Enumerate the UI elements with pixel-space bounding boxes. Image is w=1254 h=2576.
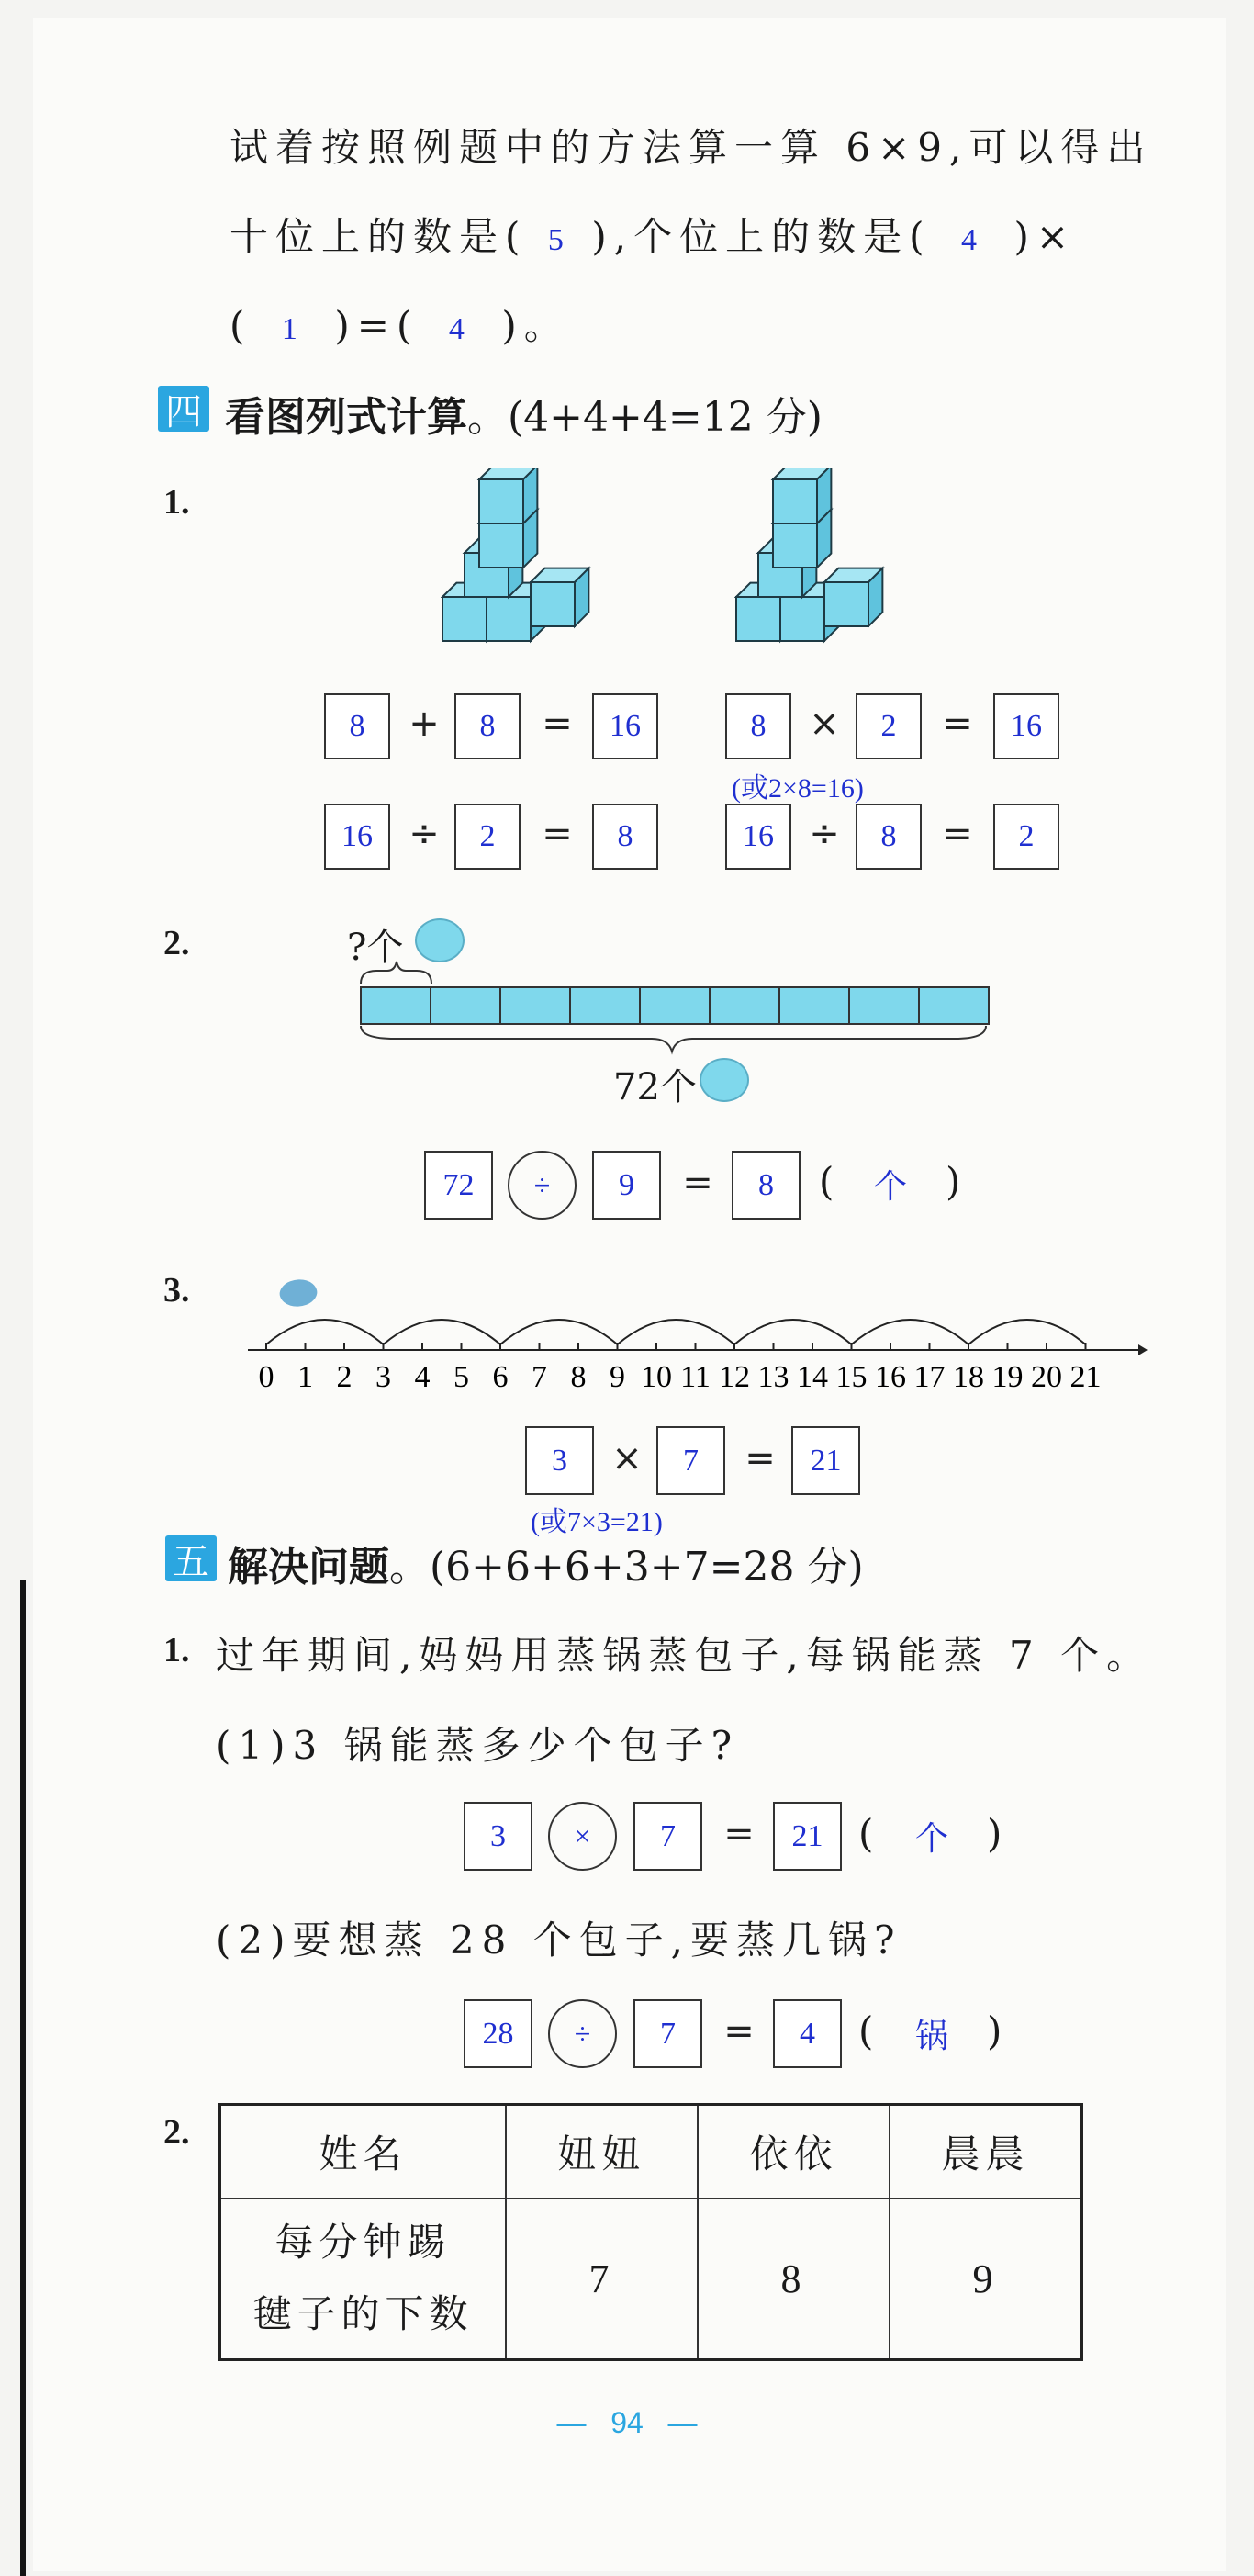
s5-q1-label: 1.: [163, 1631, 190, 1670]
jump-arc: [266, 1320, 384, 1344]
axis-arrow: [1138, 1344, 1148, 1355]
jump-arc: [968, 1320, 1086, 1344]
table-header-cell: 姓名: [220, 2105, 507, 2199]
answer-tens: 5: [547, 223, 571, 257]
section-points: 。(4+4+4=12 分): [467, 394, 823, 441]
bar-segment: [919, 987, 989, 1024]
cube-figure-right: [734, 468, 890, 657]
bar-segment: [779, 987, 849, 1024]
tick-label: 10: [641, 1360, 672, 1394]
tick-label: 18: [953, 1360, 984, 1394]
q2-label: 2.: [163, 924, 190, 962]
table-row: [220, 2199, 1082, 2360]
section-title-text: 解决问题: [228, 1544, 389, 1591]
intro-line-1: 试着按照例题中的方法算一算 6×9,可以得出: [230, 125, 1153, 170]
top-brace: [361, 962, 431, 984]
cube: [479, 468, 537, 523]
bar-segment: [431, 987, 500, 1024]
q3-label: 3.: [163, 1271, 190, 1310]
q2-bottom-label: 72个: [613, 1066, 697, 1108]
jump-arc: [384, 1320, 501, 1344]
q2-top-label: ?个: [347, 927, 404, 969]
q1-box: 8: [592, 804, 658, 870]
bottom-brace: [361, 1026, 986, 1052]
tick-label: 1: [297, 1360, 313, 1394]
tick-label: 21: [1069, 1360, 1102, 1394]
table-header-cell: 依依: [698, 2105, 890, 2199]
tick-label: 6: [492, 1360, 509, 1394]
q3-alt-note: (或7×3=21): [531, 1507, 663, 1537]
s5-box: 3: [464, 1802, 532, 1871]
q1-box: 8: [856, 804, 922, 870]
table-header-row: [220, 2105, 1082, 2199]
intro-text: ),个位上的数是(: [591, 214, 932, 259]
answer-multiplier: 1: [281, 312, 305, 346]
s5-q1-text: 过年期间,妈妈用蒸锅蒸包子,每锅能蒸 7 个。: [216, 1633, 1153, 1678]
bar-segment: [640, 987, 710, 1024]
bar-segments: [361, 987, 989, 1024]
tick-label: 8: [570, 1360, 587, 1394]
s5-q2-label: 2.: [163, 2113, 190, 2152]
tick-label: 16: [875, 1360, 906, 1394]
q1-box: 16: [993, 693, 1059, 759]
q1-label: 1.: [163, 483, 190, 522]
intro-text: 十位上的数是(: [230, 214, 528, 259]
answer-result: 4: [448, 312, 472, 346]
s5-box: 21: [773, 1802, 842, 1871]
q1-box: 8: [725, 693, 791, 759]
section-points: 。(6+6+6+3+7=28 分): [389, 1544, 864, 1591]
tick-label: 9: [610, 1360, 625, 1394]
tick-label: 0: [258, 1360, 274, 1394]
q3-box: 7: [656, 1426, 725, 1495]
s5-box: 7: [633, 1802, 702, 1871]
q2-bar-diagram: [358, 951, 991, 1061]
equals-sign: =: [542, 813, 573, 855]
cube: [824, 568, 882, 626]
page-number: 94: [610, 2406, 644, 2439]
bar-segment: [361, 987, 431, 1024]
unit-paren: ): [987, 2008, 1002, 2053]
table-cell: 7: [506, 2199, 698, 2360]
jump-arc: [852, 1320, 969, 1344]
intro-line-3: [230, 296, 570, 351]
section-4-icon: 四: [158, 386, 209, 432]
q3-box: 3: [525, 1426, 594, 1495]
tick-label: 3: [375, 1360, 391, 1394]
tick-label: 12: [719, 1360, 750, 1394]
cube: [531, 568, 588, 626]
q1-box: 2: [454, 804, 521, 870]
answer-ones: 4: [961, 223, 985, 257]
q1-box: 2: [993, 804, 1059, 870]
row-label-line: 每分钟踢: [274, 2220, 452, 2266]
s5-operator-circle: ×: [548, 1802, 617, 1871]
table-row-label: [220, 2199, 507, 2360]
bar-segment: [570, 987, 640, 1024]
equals-sign: =: [542, 703, 573, 745]
table-header-cell: 晨晨: [890, 2105, 1082, 2199]
intro-text: )×: [1013, 214, 1077, 259]
bar-segment: [500, 987, 570, 1024]
section-5-icon: 五: [165, 1535, 217, 1581]
tick-label: 19: [991, 1360, 1024, 1394]
s5-box: 4: [773, 1999, 842, 2068]
unit-paren: (: [858, 2008, 874, 2053]
kick-count-table: [218, 2103, 1083, 2361]
jump-arc: [500, 1320, 618, 1344]
divide-sign: ÷: [809, 813, 840, 855]
number-line: [243, 1286, 1148, 1396]
table-cell: 8: [698, 2199, 890, 2360]
q2-unit: 个: [874, 1168, 908, 1206]
equals-sign: =: [723, 2010, 755, 2053]
table-cell: 9: [890, 2199, 1082, 2360]
bar-segment: [710, 987, 779, 1024]
jump-arc: [734, 1320, 852, 1344]
apple-icon: [700, 1058, 749, 1102]
q1-box: 8: [454, 693, 521, 759]
equals-sign: =: [723, 1813, 755, 1855]
q2-box: 72: [424, 1151, 493, 1220]
q2-operator-circle: ÷: [508, 1151, 577, 1220]
unit-paren: (: [819, 1159, 834, 1204]
q1-box: 16: [725, 804, 791, 870]
times-sign: ×: [809, 703, 840, 745]
tick-label: 4: [414, 1360, 431, 1394]
bar-segment: [849, 987, 919, 1024]
q1-box: 8: [324, 693, 390, 759]
equals-sign: =: [682, 1162, 713, 1204]
unit-paren: (: [858, 1811, 874, 1856]
jump-arc: [618, 1320, 735, 1344]
cube-figure-left: [441, 468, 597, 657]
q3-box: 21: [791, 1426, 860, 1495]
intro-text: (: [230, 303, 252, 348]
section-title-text: 看图列式计算: [225, 394, 467, 441]
times-sign: ×: [611, 1437, 643, 1479]
q1-box: 2: [856, 693, 922, 759]
tick-label: 11: [680, 1360, 711, 1394]
s5-q1b-unit: 锅: [915, 2018, 949, 2055]
q2-box: 8: [732, 1151, 801, 1220]
q1-box: 16: [324, 804, 390, 870]
tick-label: 13: [757, 1360, 789, 1394]
equals-sign: =: [942, 703, 973, 745]
q1-box: 16: [592, 693, 658, 759]
unit-paren: ): [946, 1159, 961, 1204]
s5-q1b-text: (2)要想蒸 28 个包子,要蒸几锅?: [216, 1918, 902, 1963]
s5-q1a-text: (1)3 锅能蒸多少个包子?: [216, 1723, 740, 1768]
tick-label: 17: [913, 1360, 946, 1394]
tick-label: 7: [532, 1360, 547, 1394]
s5-box: 28: [464, 1999, 532, 2068]
equals-sign: =: [942, 813, 973, 855]
plus-sign: +: [409, 703, 440, 745]
equals-sign: =: [745, 1437, 776, 1479]
tick-label: 20: [1031, 1360, 1062, 1394]
intro-line-2: [230, 207, 1076, 262]
tick-label: 15: [835, 1360, 868, 1394]
divide-sign: ÷: [409, 813, 440, 855]
q2-box: 9: [592, 1151, 661, 1220]
section-4-title: [225, 384, 823, 443]
s5-box: 7: [633, 1999, 702, 2068]
row-label-line: 毽子的下数: [252, 2291, 474, 2337]
section-5-title: [228, 1534, 864, 1592]
cube: [773, 468, 831, 523]
tick-label: 14: [797, 1360, 828, 1394]
table-header-cell: 妞妞: [506, 2105, 698, 2199]
tick-label: 5: [453, 1360, 469, 1394]
tick-label: 2: [336, 1360, 353, 1394]
page-footer: — 94 —: [556, 2406, 698, 2439]
intro-text: )=(: [334, 303, 420, 348]
s5-operator-circle: ÷: [548, 1999, 617, 2068]
intro-text: )。: [501, 303, 570, 348]
s5-q1a-unit: 个: [915, 1820, 949, 1858]
q1-alt-note: (或2×8=16): [732, 773, 864, 804]
unit-paren: ): [987, 1811, 1002, 1856]
